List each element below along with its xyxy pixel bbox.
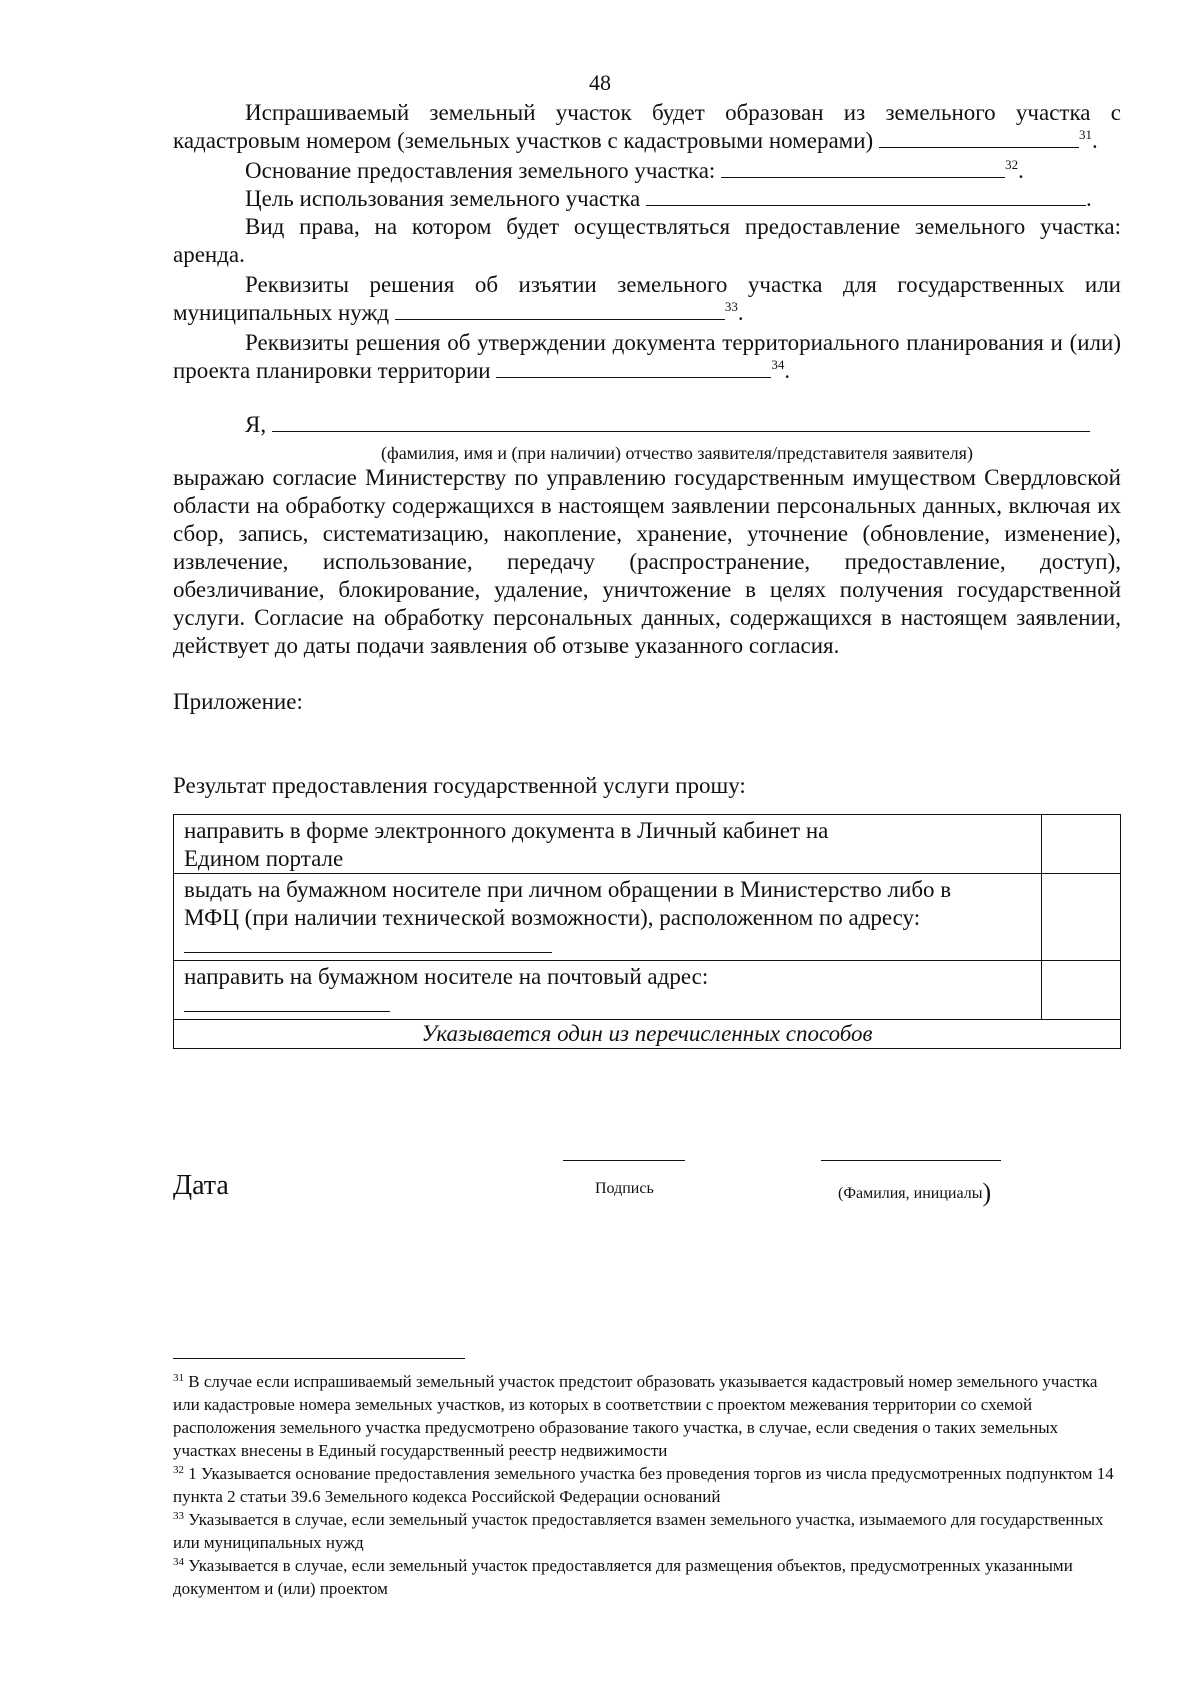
signature-block bbox=[173, 1150, 1121, 1210]
footnote-33 bbox=[173, 1508, 1121, 1554]
footnote-ref-33: 33 bbox=[724, 299, 738, 314]
option-paper-mail-checkbox[interactable] bbox=[1042, 961, 1121, 1020]
paragraph-cadastral-text: Испрашиваемый земельный участок будет образован из земельного участка с кадастровым номером (земельных участков с кадастровыми номерами) bbox=[173, 100, 1121, 153]
name-label-bracket: ) bbox=[982, 1178, 992, 1207]
paragraph-seizure bbox=[173, 271, 1121, 327]
result-options-table bbox=[173, 814, 1121, 1049]
table-row bbox=[174, 874, 1121, 961]
application-body bbox=[173, 99, 1121, 1049]
result-heading: Результат предоставления государственной услуги прошу: bbox=[173, 773, 746, 798]
paragraph-seizure-text: Реквизиты решения об изъятии земельного участка для государственных или муниципальных нужд bbox=[173, 272, 1121, 325]
seizure-blank bbox=[395, 299, 725, 320]
name-line bbox=[821, 1160, 1001, 1161]
footnote-34 bbox=[173, 1554, 1121, 1600]
footnote-text: Указывается в случае, если земельный участок предоставляется взамен земельного участка, изымаемого для государственных или муниципальных нужд bbox=[173, 1510, 1104, 1552]
option-electronic-checkbox[interactable] bbox=[1042, 815, 1121, 874]
consent-paragraph: выражаю согласие Министерству по управлению государственным имуществом Свердловской области на обработку содержащихся в настоящем заявлении персональных данных, включая их сбор, запись, систематизацию, накопление, хранение, уточнение (обновление, изменение), извлечение, использование, передачу (распространение, предоставление, доступ), обезличивание, блокирование, удаление, уничтожение в целях получения государственной услуги. Согласие на обработку персональных данных, содержащихся в настоящем заявлении, действует до даты подачи заявления об отзыве указанного согласия. bbox=[173, 465, 1121, 658]
option-paper-in-person-checkbox[interactable] bbox=[1042, 874, 1121, 961]
footnote-ref-32: 32 bbox=[1005, 157, 1019, 172]
paragraph-basis-text: Основание предоставления земельного участка: bbox=[245, 158, 716, 183]
date-label: Дата bbox=[173, 1170, 229, 1201]
footnote-32 bbox=[173, 1462, 1121, 1508]
applicant-name-blank bbox=[272, 411, 1090, 432]
table-row bbox=[174, 815, 1121, 874]
option-text bbox=[174, 874, 1042, 961]
purpose-blank bbox=[646, 185, 1086, 206]
result-note: Указывается один из перечисленных способов bbox=[174, 1020, 1121, 1049]
cadastral-number-blank bbox=[879, 127, 1079, 148]
footnote-text: 1 Указывается основание предоставления земельного участка без проведения торгов из числа предусмотренных подпунктом 14 пункта 2 статьи 39.6 Земельного кодекса Российской Федерации оснований bbox=[173, 1464, 1114, 1506]
paragraph-basis bbox=[173, 157, 1121, 185]
paragraph-right-type: Вид права, на котором будет осуществляться предоставление земельного участка: аренда. bbox=[173, 214, 1121, 267]
footnote-31 bbox=[173, 1370, 1121, 1462]
punct: . bbox=[784, 358, 791, 383]
table-row bbox=[174, 1020, 1121, 1049]
attachment-label: Приложение: bbox=[173, 689, 303, 714]
applicant-line bbox=[173, 411, 1121, 439]
footnote-separator bbox=[173, 1358, 465, 1359]
applicant-ya: Я, bbox=[245, 412, 267, 437]
name-label-text: (Фамилия, инициалы bbox=[838, 1185, 983, 1202]
footnote-text: Указывается в случае, если земельный участок предоставляется для размещения объектов, предусмотренных указанными документом и (или) проектом bbox=[173, 1556, 1073, 1598]
paragraph-planning-text: Реквизиты решения об утверждении документа территориального планирования и (или) проекта планировки территории bbox=[173, 330, 1121, 383]
paragraph-cadastral bbox=[173, 99, 1121, 155]
paragraph-purpose bbox=[173, 185, 1121, 213]
postal-address-blank bbox=[184, 997, 390, 1012]
footnotes bbox=[173, 1370, 1121, 1600]
option-paper-in-person: выдать на бумажном носителе при личном обращении в Министерство либо в МФЦ (при наличии технической возможности), расположенном по адресу: bbox=[184, 877, 952, 930]
signature-label: Подпись bbox=[595, 1180, 654, 1197]
address-blank bbox=[184, 934, 552, 953]
planning-blank bbox=[496, 357, 771, 378]
signature-line bbox=[563, 1160, 685, 1161]
paragraph-planning bbox=[173, 329, 1121, 385]
option-text bbox=[174, 961, 1042, 1020]
footnote-ref-31: 31 bbox=[1078, 127, 1092, 142]
page-number: 48 bbox=[589, 70, 611, 95]
punct: . bbox=[1091, 128, 1098, 153]
footnote-text: В случае если испрашиваемый земельный участок предстоит образовать указывается кадастровый номер земельного участка или кадастровые номера земельных участков, из которых в соответствии с проектом межевания территории со схемой расположения земельного участка предусмотрено образование такого участка, в случае, если сведения о таких земельных участках внесены в Единый государственный реестр недвижимости bbox=[173, 1372, 1098, 1460]
basis-blank bbox=[721, 157, 1005, 178]
option-text bbox=[174, 815, 1042, 874]
footnote-num: 34 bbox=[173, 1556, 184, 1568]
footnote-num: 31 bbox=[173, 1372, 184, 1384]
footnote-ref-34: 34 bbox=[771, 357, 785, 372]
name-label bbox=[838, 1178, 991, 1208]
option-electronic: направить в форме электронного документа в Личный кабинет на Едином портале bbox=[184, 818, 829, 871]
footnote-num: 33 bbox=[173, 1510, 184, 1522]
paragraph-purpose-text: Цель использования земельного участка bbox=[245, 186, 641, 211]
punct: . bbox=[1018, 158, 1024, 183]
option-paper-mail: направить на бумажном носителе на почтовый адрес: bbox=[184, 964, 709, 989]
punct: . bbox=[737, 300, 744, 325]
punct: . bbox=[1085, 186, 1092, 211]
footnote-num: 32 bbox=[173, 1464, 184, 1476]
applicant-caption: (фамилия, имя и (при наличии) отчество заявителя/представителя заявителя) bbox=[381, 443, 973, 463]
table-row bbox=[174, 961, 1121, 1020]
